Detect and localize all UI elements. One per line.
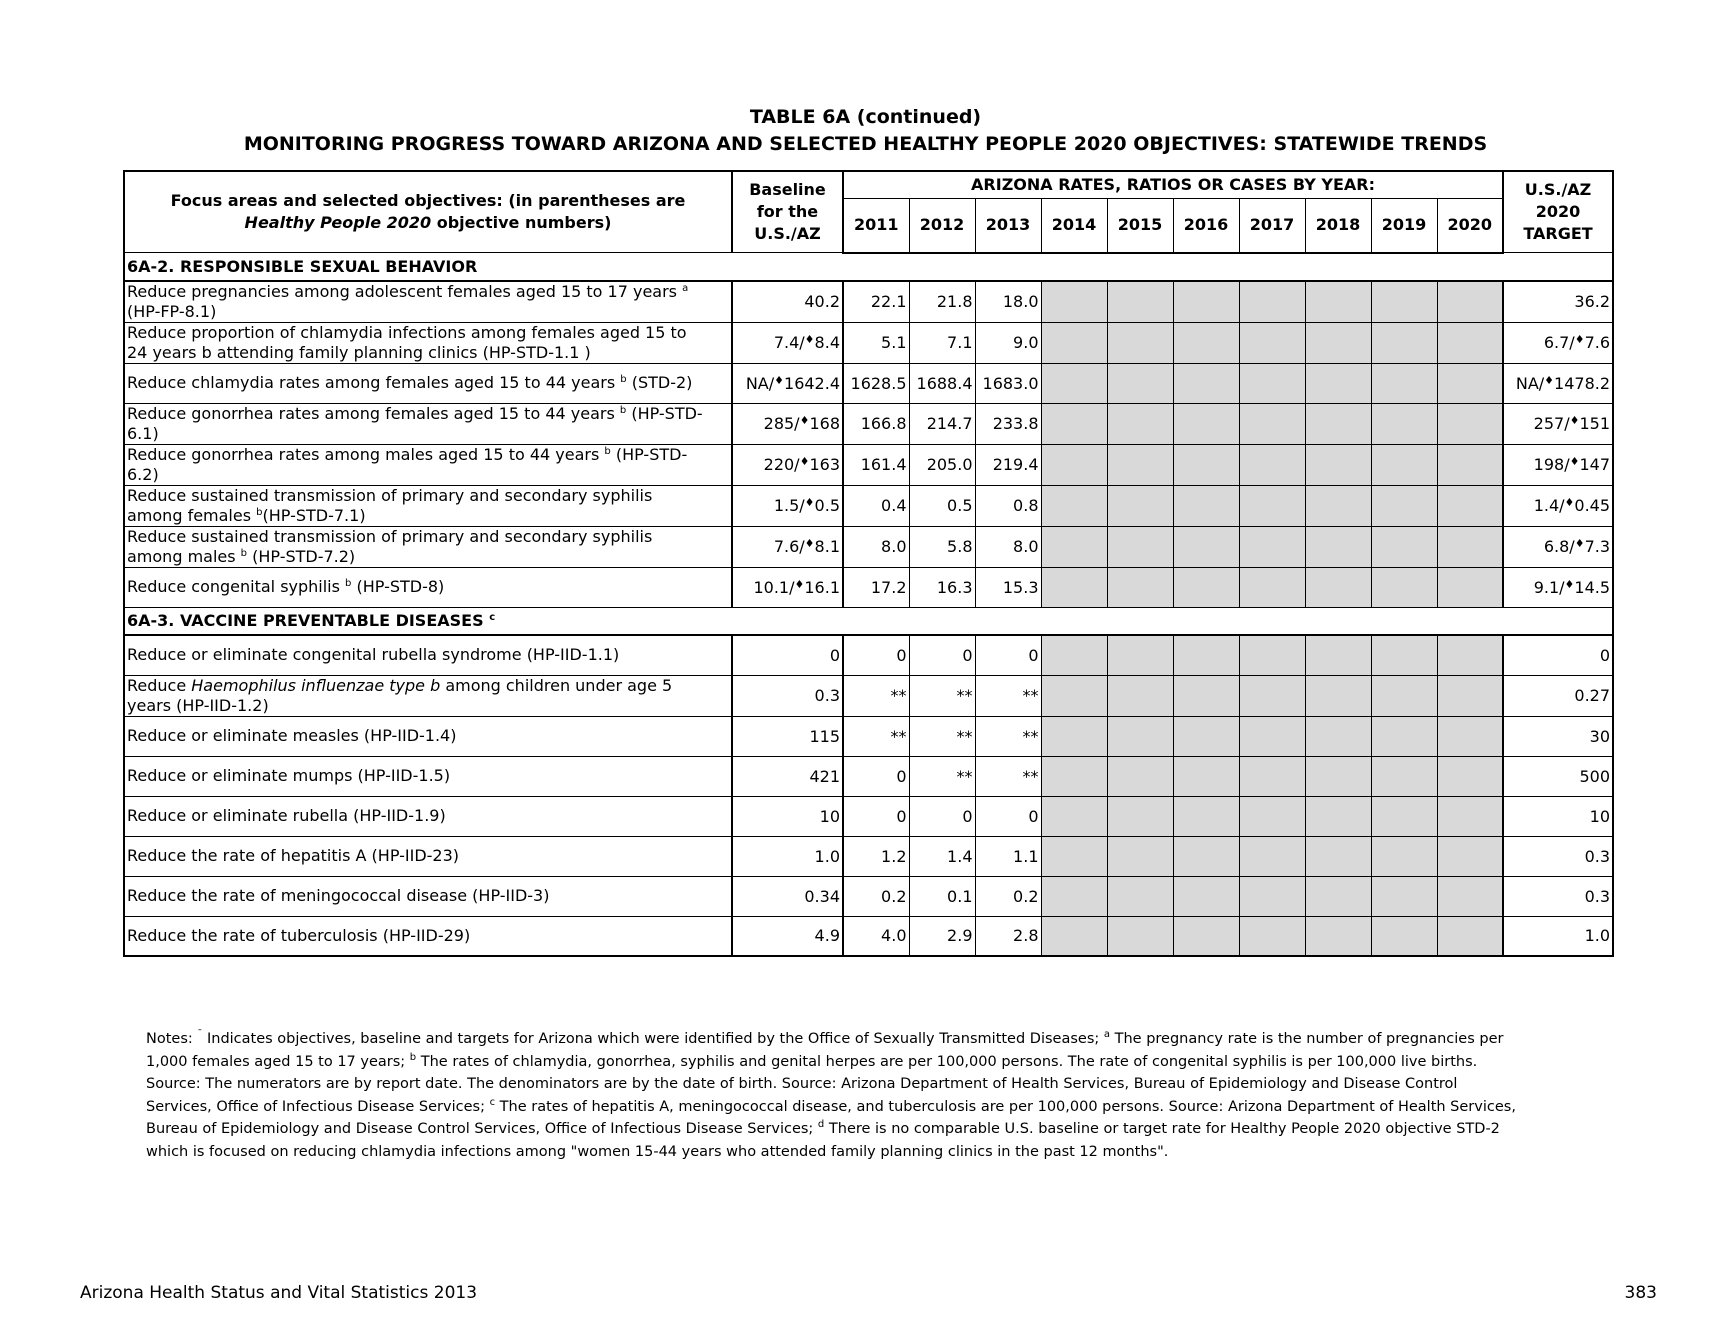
empty-year-cell [1173,716,1239,756]
empty-year-cell [1107,403,1173,444]
value-2013: 0.2 [975,876,1041,916]
empty-year-cell [1305,836,1371,876]
empty-year-cell [1173,836,1239,876]
empty-year-cell [1239,281,1305,323]
empty-year-cell [1239,322,1305,363]
empty-year-cell [1041,796,1107,836]
empty-year-cell [1041,876,1107,916]
value-2013: 233.8 [975,403,1041,444]
empty-year-cell [1305,403,1371,444]
empty-year-cell [1041,485,1107,526]
target-value: 257/♦151 [1503,403,1613,444]
empty-year-cell [1437,675,1503,716]
empty-year-cell [1107,567,1173,607]
empty-year-cell [1107,281,1173,323]
value-2012: 21.8 [909,281,975,323]
empty-year-cell [1437,526,1503,567]
section-header-row [124,607,1613,635]
empty-year-cell [1371,796,1437,836]
empty-year-cell [1041,635,1107,675]
empty-year-cell [1041,567,1107,607]
value-2012: 16.3 [909,567,975,607]
value-2013: 219.4 [975,444,1041,485]
empty-year-cell [1437,322,1503,363]
target-value: 0.3 [1503,876,1613,916]
empty-year-cell [1041,916,1107,956]
empty-year-cell [1041,716,1107,756]
value-2011: 0 [843,635,909,675]
target-value: 0.3 [1503,836,1613,876]
value-2012: 2.9 [909,916,975,956]
value-2011: 0.4 [843,485,909,526]
target-value: NA/♦1478.2 [1503,363,1613,403]
target-value: 1.0 [1503,916,1613,956]
value-2013: 8.0 [975,526,1041,567]
empty-year-cell [1371,322,1437,363]
baseline-header: Baseline for the U.S./AZ [732,171,843,253]
value-2012: 0.5 [909,485,975,526]
table-row [124,403,1613,444]
value-2011: 0 [843,796,909,836]
empty-year-cell [1239,567,1305,607]
objective-description: Reduce gonorrhea rates among females aged 15 to 44 years $^b$ (HP-STD- 6.1) [124,403,732,444]
empty-year-cell [1305,485,1371,526]
note-line: Source: The numerators are by report date. The denominators are by the date of birth. Source: Arizona Department of Health Services, Bureau of Epidemiology and Disease Control [146,1076,1458,1092]
baseline-value: NA/♦1642.4 [732,363,843,403]
empty-year-cell [1107,796,1173,836]
empty-year-cell [1107,716,1173,756]
baseline-value: 10 [732,796,843,836]
empty-year-cell [1107,526,1173,567]
year-header-2019: 2019 [1371,199,1437,253]
value-2013: 2.8 [975,916,1041,956]
objective-description: Reduce the rate of meningococcal disease (HP-IID-3) [124,876,732,916]
target-header: U.S./AZ 2020 TARGET [1503,171,1613,253]
empty-year-cell [1437,485,1503,526]
year-header-2014: 2014 [1041,199,1107,253]
table-row [124,444,1613,485]
empty-year-cell [1239,876,1305,916]
empty-year-cell [1371,635,1437,675]
table-row [124,526,1613,567]
empty-year-cell [1371,403,1437,444]
empty-year-cell [1437,444,1503,485]
table-row [124,796,1613,836]
table-row [124,322,1613,363]
empty-year-cell [1239,363,1305,403]
empty-year-cell [1371,675,1437,716]
objective-description: Reduce proportion of chlamydia infections among females aged 15 to 24 years b attending family planning clinics (HP-STD-1.1 ) [124,322,732,363]
objective-description: Reduce chlamydia rates among females aged 15 to 44 years $^b$ (STD-2) [124,363,732,403]
baseline-value: 40.2 [732,281,843,323]
note-line: 1,000 females aged 15 to 17 years; $^b$ The rates of chlamydia, gonorrhea, syphilis and genital herpes are per 100,000 persons. The rate of congenital syphilis is per 100,000 live births. [146,1051,1478,1070]
empty-year-cell [1173,756,1239,796]
value-2012: 0 [909,635,975,675]
empty-year-cell [1041,281,1107,323]
target-value: 30 [1503,716,1613,756]
value-2011: 1628.5 [843,363,909,403]
diamond-icon: ♦ [799,414,810,427]
empty-year-cell [1437,756,1503,796]
value-2013: 9.0 [975,322,1041,363]
value-2011: 17.2 [843,567,909,607]
empty-year-cell [1107,485,1173,526]
az-rates-header: ARIZONA RATES, RATIOS OR CASES BY YEAR: [843,171,1503,199]
empty-year-cell [1305,916,1371,956]
empty-year-cell [1437,363,1503,403]
table-row [124,876,1613,916]
value-2011: 22.1 [843,281,909,323]
diamond-icon: ♦ [794,577,805,591]
empty-year-cell [1107,444,1173,485]
target-value: 0.27 [1503,675,1613,716]
empty-year-cell [1437,916,1503,956]
empty-year-cell [1107,756,1173,796]
empty-year-cell [1371,756,1437,796]
diamond-icon: ♦ [1564,496,1575,509]
objective-description: Reduce or eliminate congenital rubella syndrome (HP-IID-1.1) [124,635,732,675]
empty-year-cell [1371,916,1437,956]
table-row [124,756,1613,796]
objective-description: Reduce congenital syphilis $^b$ (HP-STD-8) [124,567,732,607]
empty-year-cell [1239,675,1305,716]
value-2012: ** [909,716,975,756]
empty-year-cell [1371,526,1437,567]
empty-year-cell [1437,281,1503,323]
empty-year-cell [1239,796,1305,836]
baseline-value: 7.6/♦8.1 [732,526,843,567]
empty-year-cell [1107,322,1173,363]
empty-year-cell [1437,836,1503,876]
baseline-value: 285/♦168 [732,403,843,444]
objective-description: Reduce gonorrhea rates among males aged 15 to 44 years $^b$ (HP-STD- 6.2) [124,444,732,485]
empty-year-cell [1437,876,1503,916]
note-line: Services, Office of Infectious Disease Services; $^c$ The rates of hepatitis A, meningococcal disease, and tuberculosis are per 100,000 persons. Source: Arizona Department of Health Services, [146,1096,1516,1115]
empty-year-cell [1041,756,1107,796]
empty-year-cell [1041,836,1107,876]
baseline-value: 0.3 [732,675,843,716]
year-header-2020: 2020 [1437,199,1503,253]
year-header-2017: 2017 [1239,199,1305,253]
empty-year-cell [1173,796,1239,836]
value-2012: 0.1 [909,876,975,916]
value-2011: 5.1 [843,322,909,363]
page-number: 383 [1624,1283,1657,1303]
value-2011: 0.2 [843,876,909,916]
empty-year-cell [1107,675,1173,716]
empty-year-cell [1239,716,1305,756]
objective-description: Reduce the rate of tuberculosis (HP-IID-29) [124,916,732,956]
value-2012: 205.0 [909,444,975,485]
objective-description: Reduce sustained transmission of primary and secondary syphilis among females $^b$(HP-STD-7.1) [124,485,732,526]
objective-description: Reduce or eliminate rubella (HP-IID-1.9) [124,796,732,836]
value-2013: 0.8 [975,485,1041,526]
empty-year-cell [1305,363,1371,403]
diamond-icon: ♦ [804,496,815,509]
empty-year-cell [1239,485,1305,526]
empty-year-cell [1041,444,1107,485]
baseline-value: 0 [732,635,843,675]
empty-year-cell [1107,836,1173,876]
target-value: 6.8/♦7.3 [1503,526,1613,567]
value-2011: ** [843,716,909,756]
section-label: 6A-3. VACCINE PREVENTABLE DISEASES $^c$ [124,607,1613,635]
value-2012: 1688.4 [909,363,975,403]
table-title: TABLE 6A (continued) [749,106,982,128]
value-2012: 0 [909,796,975,836]
target-value: 36.2 [1503,281,1613,323]
empty-year-cell [1173,281,1239,323]
objective-description: Reduce or eliminate mumps (HP-IID-1.5) [124,756,732,796]
value-2013: ** [975,675,1041,716]
year-header-2016: 2016 [1173,199,1239,253]
year-header-2013: 2013 [975,199,1041,253]
value-2011: 4.0 [843,916,909,956]
empty-year-cell [1371,281,1437,323]
objective-description: Reduce pregnancies among adolescent females aged 15 to 17 years $^a$ (HP-FP-8.1) [124,281,732,323]
diamond-icon: ♦ [1544,373,1555,387]
objectives-table [123,170,1614,957]
target-value: 9.1/♦14.5 [1503,567,1613,607]
empty-year-cell [1239,526,1305,567]
empty-year-cell [1173,363,1239,403]
empty-year-cell [1371,485,1437,526]
empty-year-cell [1107,363,1173,403]
value-2013: 1683.0 [975,363,1041,403]
diamond-icon: ♦ [1569,455,1580,468]
objective-description: Reduce or eliminate measles (HP-IID-1.4) [124,716,732,756]
table-subtitle: MONITORING PROGRESS TOWARD ARIZONA AND SELECTED HEALTHY PEOPLE 2020 OBJECTIVES: STATEWIDE TRENDS [243,133,1488,155]
value-2013: ** [975,756,1041,796]
empty-year-cell [1305,281,1371,323]
empty-year-cell [1305,675,1371,716]
empty-year-cell [1437,716,1503,756]
baseline-value: 10.1/♦16.1 [732,567,843,607]
empty-year-cell [1239,403,1305,444]
year-header-2015: 2015 [1107,199,1173,253]
value-2011: 0 [843,756,909,796]
objective-description: Reduce Haemophilus influenzae type b among children under age 5 years (HP-IID-1.2) [124,675,732,716]
value-2013: 15.3 [975,567,1041,607]
empty-year-cell [1173,526,1239,567]
target-value: 500 [1503,756,1613,796]
value-2012: 5.8 [909,526,975,567]
value-2012: 214.7 [909,403,975,444]
empty-year-cell [1239,756,1305,796]
value-2013: 1.1 [975,836,1041,876]
empty-year-cell [1041,363,1107,403]
baseline-value: 115 [732,716,843,756]
target-value: 1.4/♦0.45 [1503,485,1613,526]
value-2011: 1.2 [843,836,909,876]
diamond-icon: ♦ [1564,577,1575,591]
table-row [124,485,1613,526]
empty-year-cell [1305,796,1371,836]
diamond-icon: ♦ [799,455,810,468]
note-line: Notes: ¯ Indicates objectives, baseline and targets for Arizona which were identified by the Office of Sexually Transmitted Diseases; $^a$ The pregnancy rate is the number of pregnancies per [146,1029,1504,1047]
value-2011: 161.4 [843,444,909,485]
section-label: 6A-2. RESPONSIBLE SEXUAL BEHAVIOR [124,253,1613,281]
year-header-2012: 2012 [909,199,975,253]
year-header-2011: 2011 [843,199,909,253]
baseline-value: 1.0 [732,836,843,876]
baseline-value: 421 [732,756,843,796]
target-value: 0 [1503,635,1613,675]
empty-year-cell [1173,403,1239,444]
table-row [124,836,1613,876]
empty-year-cell [1173,675,1239,716]
section-header-row [124,253,1613,281]
empty-year-cell [1173,876,1239,916]
value-2011: 8.0 [843,526,909,567]
target-value: 198/♦147 [1503,444,1613,485]
empty-year-cell [1041,403,1107,444]
empty-year-cell [1371,444,1437,485]
empty-year-cell [1437,635,1503,675]
value-2012: ** [909,756,975,796]
year-header-2018: 2018 [1305,199,1371,253]
diamond-icon: ♦ [1569,414,1580,427]
empty-year-cell [1239,635,1305,675]
empty-year-cell [1437,796,1503,836]
value-2013: ** [975,716,1041,756]
table-row [124,716,1613,756]
empty-year-cell [1371,876,1437,916]
empty-year-cell [1173,485,1239,526]
empty-year-cell [1305,876,1371,916]
empty-year-cell [1371,716,1437,756]
diamond-icon: ♦ [1574,333,1585,346]
table-row [124,916,1613,956]
value-2013: 0 [975,635,1041,675]
diamond-icon: ♦ [804,537,815,550]
empty-year-cell [1107,876,1173,916]
empty-year-cell [1041,526,1107,567]
value-2012: ** [909,675,975,716]
note-line: Bureau of Epidemiology and Disease Control Services, Office of Infectious Disease Services; $^d$ There is no comparable U.S. baseline or target rate for Healthy People 2020 objective STD-2 [146,1119,1500,1137]
baseline-value: 1.5/♦0.5 [732,485,843,526]
empty-year-cell [1305,444,1371,485]
empty-year-cell [1107,916,1173,956]
table-row [124,567,1613,607]
empty-year-cell [1107,635,1173,675]
empty-year-cell [1239,444,1305,485]
empty-year-cell [1305,716,1371,756]
empty-year-cell [1173,444,1239,485]
target-value: 6.7/♦7.6 [1503,322,1613,363]
table-row [124,281,1613,323]
value-2013: 18.0 [975,281,1041,323]
empty-year-cell [1173,322,1239,363]
value-2011: ** [843,675,909,716]
table-notes [146,1028,1606,1163]
empty-year-cell [1041,322,1107,363]
empty-year-cell [1173,635,1239,675]
target-value: 10 [1503,796,1613,836]
empty-year-cell [1371,836,1437,876]
diamond-icon: ♦ [1574,537,1585,550]
table-row [124,635,1613,675]
empty-year-cell [1305,567,1371,607]
empty-year-cell [1305,635,1371,675]
empty-year-cell [1305,526,1371,567]
focus-area-header: Focus areas and selected objectives: (in parentheses are Healthy People 2020 objective numbers) [124,171,732,253]
empty-year-cell [1371,363,1437,403]
baseline-value: 4.9 [732,916,843,956]
diamond-icon: ♦ [774,373,785,387]
empty-year-cell [1437,403,1503,444]
baseline-value: 7.4/♦8.4 [732,322,843,363]
objective-description: Reduce sustained transmission of primary and secondary syphilis among males $^b$ (HP-STD-7.2) [124,526,732,567]
table-row [124,363,1613,403]
empty-year-cell [1173,567,1239,607]
objective-description: Reduce the rate of hepatitis A (HP-IID-23) [124,836,732,876]
value-2012: 1.4 [909,836,975,876]
empty-year-cell [1371,567,1437,607]
empty-year-cell [1041,675,1107,716]
value-2011: 166.8 [843,403,909,444]
note-line: which is focused on reducing chlamydia infections among "women 15-44 years who attended family planning clinics in the past 12 months". [146,1143,1169,1160]
empty-year-cell [1305,756,1371,796]
baseline-value: 0.34 [732,876,843,916]
empty-year-cell [1173,916,1239,956]
baseline-value: 220/♦163 [732,444,843,485]
table-row [124,675,1613,716]
empty-year-cell [1305,322,1371,363]
empty-year-cell [1437,567,1503,607]
footer-publication: Arizona Health Status and Vital Statistics 2013 [80,1283,478,1303]
value-2012: 7.1 [909,322,975,363]
empty-year-cell [1239,916,1305,956]
diamond-icon: ♦ [804,333,815,346]
value-2013: 0 [975,796,1041,836]
empty-year-cell [1239,836,1305,876]
